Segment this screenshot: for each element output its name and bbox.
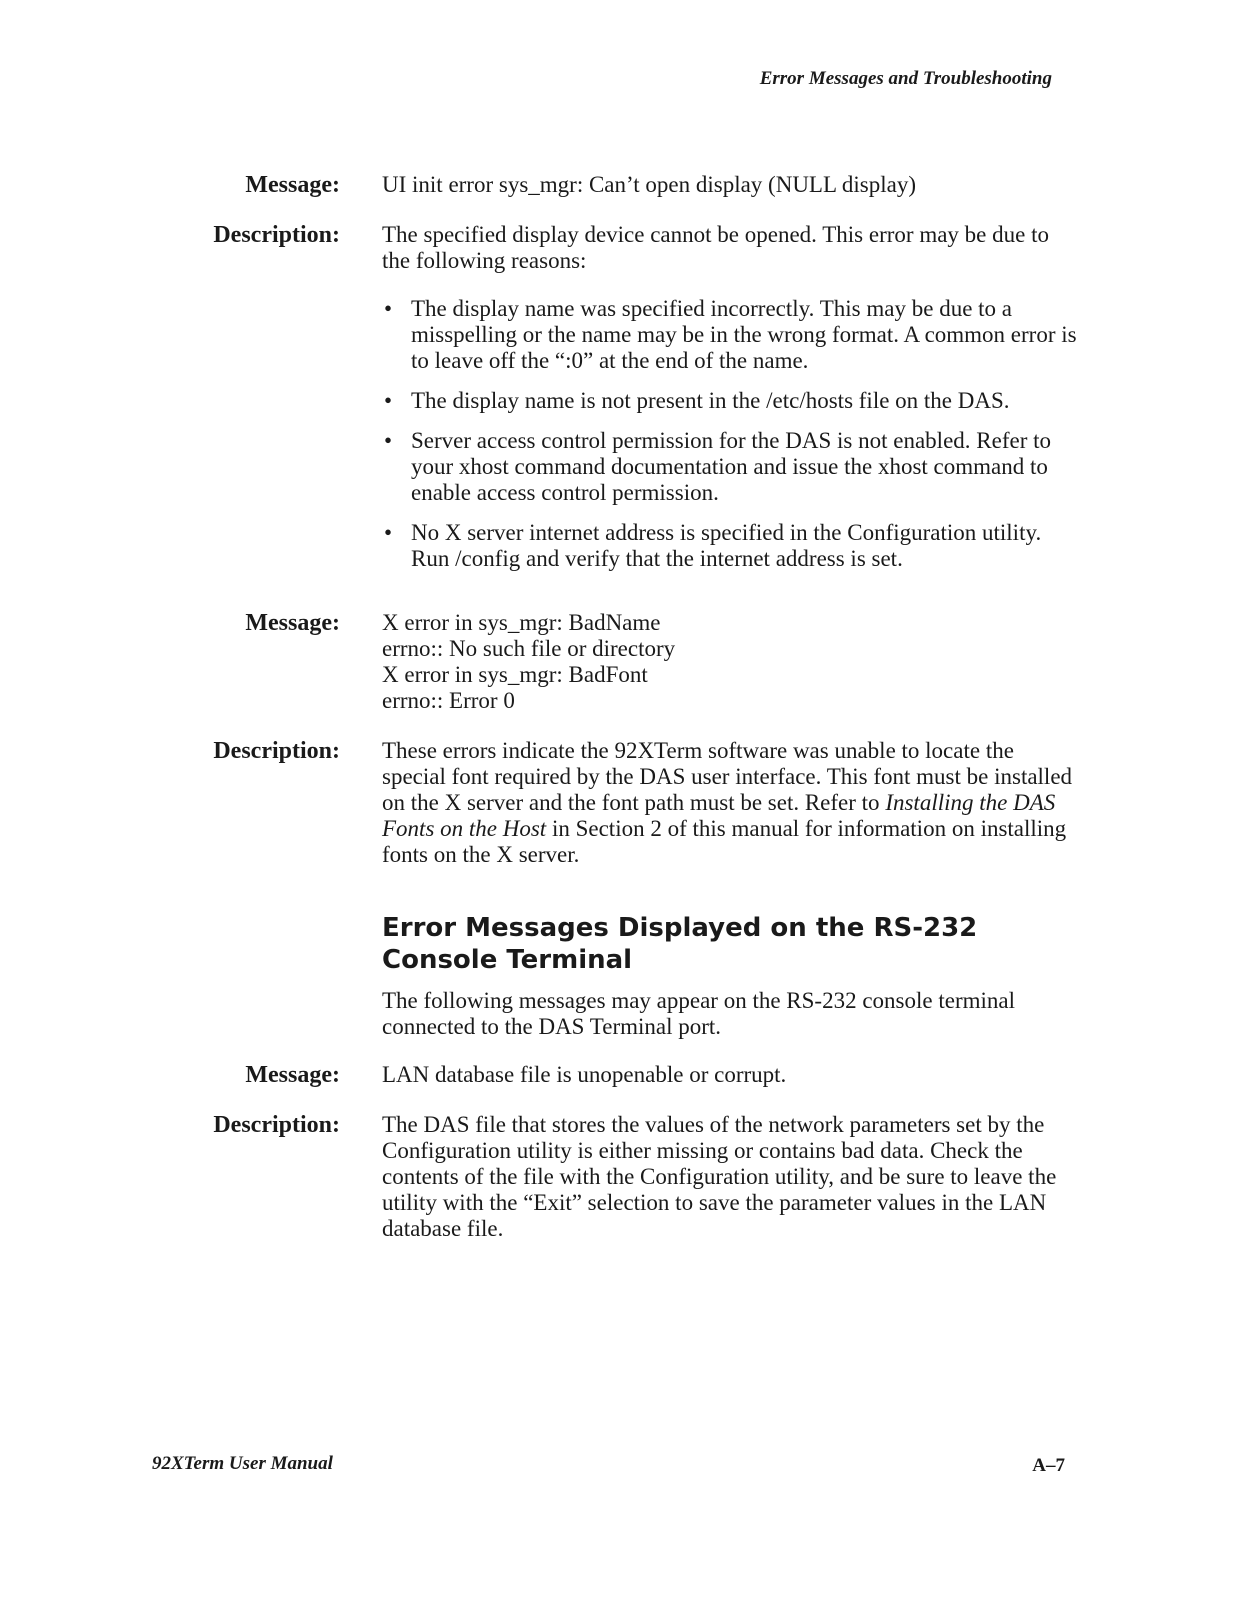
description-label: Description: xyxy=(213,1112,340,1138)
section-heading-line: Error Messages Displayed on the RS-232 xyxy=(382,913,978,943)
list-item-text: The display name is not present in the /etc/hosts file on the DAS. xyxy=(411,388,1010,413)
description-paragraph xyxy=(382,738,1077,868)
list-item xyxy=(382,296,1077,374)
message-text-3: LAN database file is unopenable or corrupt. xyxy=(382,1062,787,1087)
description-paragraph: The specified display device cannot be opened. This error may be due to the following reasons: xyxy=(382,222,1049,273)
list-item-text: Server access control permission for the DAS is not enabled. Refer to your xhost command documentation and issue the xhost command to enable access control permission. xyxy=(411,428,1051,505)
description-entry-3 xyxy=(0,1112,1237,1242)
description-paragraph: The DAS file that stores the values of the network parameters set by the Configuration utility is either missing or contains bad data. Check the contents of the file with the Configuration utility, and be sure to leave the utility with the “Exit” selection to save the parameter values in the LAN database file. xyxy=(382,1112,1057,1241)
description-label: Description: xyxy=(213,738,340,764)
description-text xyxy=(382,738,1077,868)
bullet-icon: • xyxy=(384,388,393,413)
description-text xyxy=(382,222,1077,586)
description-text-part: These errors indicate the 92XTerm software was unable to locate the special font required by the DAS user interface. This font must be installed on the X server and the font path must be set. Refer to xyxy=(382,738,1073,815)
section-intro: The following messages may appear on the RS-232 console terminal connected to the DAS Terminal port. xyxy=(382,988,1015,1039)
message-line: X error in sys_mgr: BadFont xyxy=(382,662,648,687)
section-heading xyxy=(382,912,1077,976)
message-text-1: UI init error sys_mgr: Can’t open display (NULL display) xyxy=(382,172,917,197)
message-text xyxy=(382,172,1077,198)
message-label: Message: xyxy=(245,172,340,198)
message-text xyxy=(382,610,1077,714)
message-label: Message: xyxy=(245,1062,340,1088)
message-entry-2 xyxy=(0,610,1237,714)
page-content xyxy=(0,172,1237,1266)
list-item-text: No X server internet address is specified in the Configuration utility. Run /config and verify that the internet address is set. xyxy=(411,520,1042,571)
description-text-part: in Section 2 of this manual for information on installing fonts on the X server. xyxy=(382,816,1067,867)
bullet-icon: • xyxy=(384,520,393,545)
message-line: errno:: No such file or directory xyxy=(382,636,676,661)
section-heading-line: Console Terminal xyxy=(382,945,633,975)
page-number: A–7 xyxy=(1032,1455,1065,1476)
list-item-text: The display name was specified incorrectly. This may be due to a misspelling or the name may be in the wrong format. A common error is to leave off the “:0” at the end of the name. xyxy=(411,296,1077,373)
message-line: X error in sys_mgr: BadName xyxy=(382,610,661,635)
message-label: Message: xyxy=(245,610,340,636)
message-text xyxy=(382,1062,1077,1088)
cross-reference: Installing the DAS Fonts on the Host xyxy=(382,790,1056,841)
description-label: Description: xyxy=(213,222,340,248)
message-entry-3 xyxy=(0,1062,1237,1088)
running-header: Error Messages and Troubleshooting xyxy=(759,68,1052,89)
list-item xyxy=(382,520,1077,572)
list-item xyxy=(382,388,1077,414)
description-entry-1 xyxy=(0,222,1237,586)
description-text xyxy=(382,1112,1077,1242)
bullet-icon: • xyxy=(384,296,393,321)
rs232-section xyxy=(382,912,1077,1040)
footer-manual-title: 92XTerm User Manual xyxy=(152,1453,333,1474)
message-line: errno:: Error 0 xyxy=(382,688,515,713)
bullet-icon: • xyxy=(384,428,393,453)
message-entry-1 xyxy=(0,172,1237,198)
list-item xyxy=(382,428,1077,506)
reasons-list xyxy=(382,296,1077,572)
description-entry-2 xyxy=(0,738,1237,868)
